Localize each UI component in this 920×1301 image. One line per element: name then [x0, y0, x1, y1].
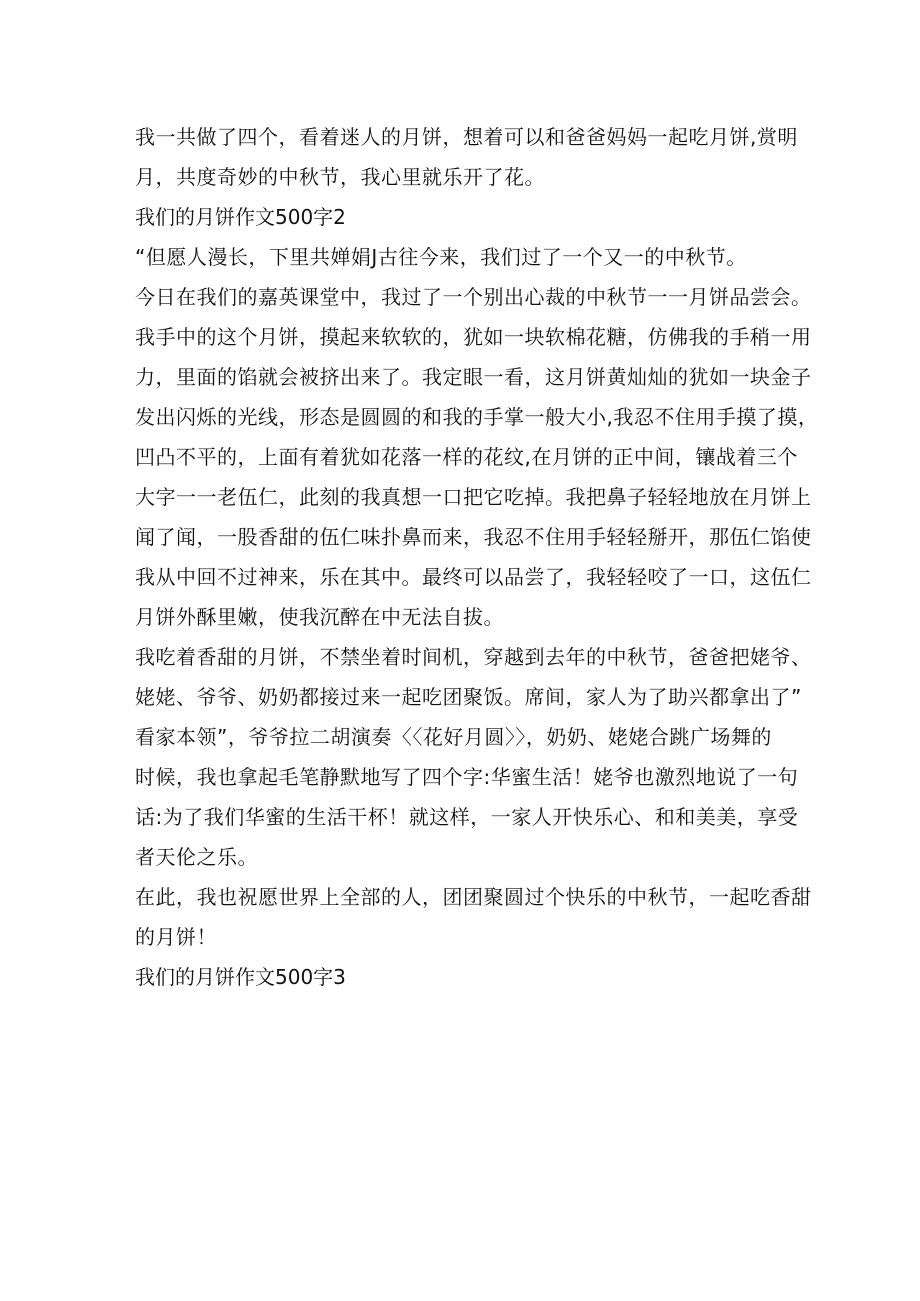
paragraph-line: 我吃着香甜的月饼，不禁坐着时间机，穿越到去年的中秋节，爸爸把姥爷、	[135, 645, 812, 669]
paragraph-line: “但愿人漫长，下里共婵娟J古往今来，我们过了一个又一的中秋节。	[135, 245, 747, 269]
paragraph-line: 闻了闻，一股香甜的伍仁味扑鼻而来，我忍不住用手轻轻掰开，那伍仁馅使	[135, 525, 812, 549]
paragraph-line: 力，里面的馅就会被挤出来了。我定眼一看，这月饼黄灿灿的犹如一块金子	[135, 365, 812, 389]
paragraph-line: 姥姥、爷爷、奶奶都接过来一起吃团聚饭。席间，家人为了助兴都拿出了”	[135, 685, 802, 709]
paragraph-line: 发出闪烁的光线，形态是圆圆的和我的手掌一般大小,我忍不住用手摸了摸，	[135, 405, 819, 429]
document-body	[135, 117, 819, 997]
paragraph-line: 话:为了我们华蜜的生活干杯！就这样，一家人开快乐心、和和美美，享受	[135, 805, 799, 829]
paragraph-line: 看家本领”，爷爷拉二胡演奏〈〈花好月圆〉〉，奶奶、姥姥合跳广场舞的	[135, 725, 772, 749]
paragraph-line: 在此，我也祝愿世界上全部的人，团团聚圆过个快乐的中秋节，一起吃香甜	[135, 885, 812, 909]
paragraph-line: 今日在我们的嘉英课堂中，我过了一个别出心裁的中秋节一一月饼品尝会。	[135, 285, 812, 309]
paragraph-line: 的月饼！	[135, 925, 217, 949]
paragraph-line: 凹凸不平的，上面有着犹如花落一样的花纹,在月饼的正中间，镶战着三个	[135, 445, 798, 469]
section-heading: 我们的月饼作文500字3	[135, 965, 346, 989]
paragraph-line: 者天伦之乐。	[135, 845, 258, 869]
paragraph-line: 我手中的这个月饼，摸起来软软的，犹如一块软棉花糖，仿佛我的手稍一用	[135, 325, 812, 349]
paragraph-line: 我一共做了四个，看着迷人的月饼，想着可以和爸爸妈妈一起吃月饼,赏明	[135, 125, 798, 149]
paragraph-line: 时候，我也拿起毛笔静默地写了四个字:华蜜生活！姥爷也激烈地说了一句	[135, 765, 799, 789]
section-heading: 我们的月饼作文500字2	[135, 205, 346, 229]
paragraph-line: 大字一一老伍仁，此刻的我真想一口把它吃掉。我把鼻子轻轻地放在月饼上	[135, 485, 812, 509]
paragraph-line: 我从中回不过神来，乐在其中。最终可以品尝了，我轻轻咬了一口，这伍仁	[135, 565, 812, 589]
paragraph-line: 月饼外酥里嫩，使我沉醉在中无法自拔。	[135, 605, 504, 629]
paragraph-line: 月，共度奇妙的中秋节，我心里就乐开了花。	[135, 165, 545, 189]
